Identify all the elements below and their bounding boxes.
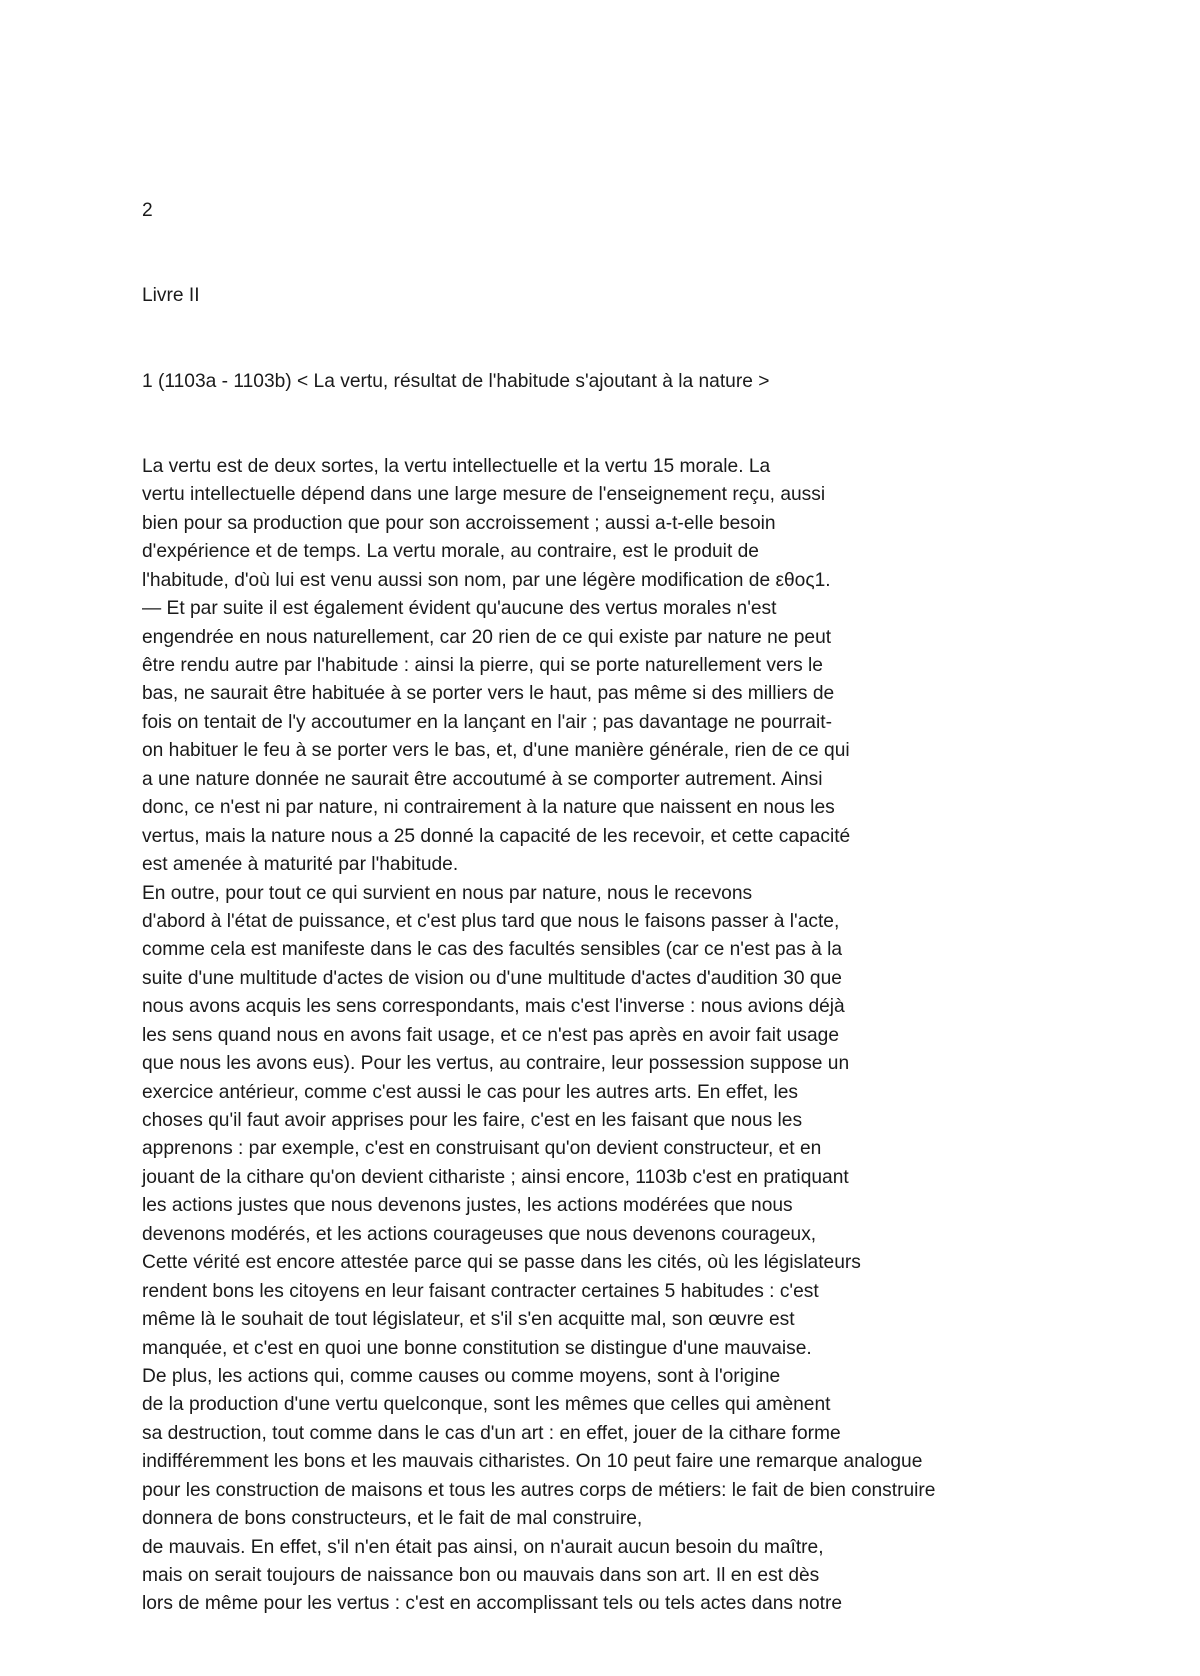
text-line: nous avons acquis les sens correspondants, mais c'est l'inverse : nous avions déjà <box>142 996 845 1018</box>
text-line: d'abord à l'état de puissance, et c'est plus tard que nous le faisons passer à l'acte, <box>142 910 840 932</box>
text-line: lors de même pour les vertus : c'est en accomplissant tels ou tels actes dans notre <box>142 1593 843 1615</box>
text-line: donnera de bons constructeurs, et le fait de mal construire, <box>142 1508 643 1530</box>
text-line: on habituer le feu à se porter vers le bas, et, d'une manière générale, rien de ce qui <box>142 740 850 762</box>
body-text <box>142 453 1142 1619</box>
section-heading: 1 (1103a - 1103b) < La vertu, résultat de l'habitude s'ajoutant à la nature > <box>142 370 770 392</box>
text-line: mais on serait toujours de naissance bon ou mauvais dans son art. Il en est dès <box>142 1565 820 1586</box>
text-line: manquée, et c'est en quoi une bonne constitution se distingue d'une mauvaise. <box>142 1337 812 1359</box>
document-text <box>142 140 1142 1676</box>
text-line: devenons modérés, et les actions courageuses que nous devenons courageux, <box>142 1223 817 1245</box>
text-line: engendrée en nous naturellement, car 20 rien de ce qui existe par nature ne peut <box>142 626 832 648</box>
text-line: La vertu est de deux sortes, la vertu intellectuelle et la vertu 15 morale. La <box>142 455 771 477</box>
text-line: De plus, les actions qui, comme causes ou comme moyens, sont à l'origine <box>142 1365 781 1387</box>
text-line: — Et par suite il est également évident qu'aucune des vertus morales n'est <box>142 598 777 620</box>
text-line: que nous les avons eus). Pour les vertus, au contraire, leur possession suppose un <box>142 1053 850 1075</box>
text-line: indifféremment les bons et les mauvais citharistes. On 10 peut faire une remarque analogue <box>142 1451 923 1473</box>
text-line: les actions justes que nous devenons justes, les actions modérées que nous <box>142 1195 793 1217</box>
text-line: Cette vérité est encore attestée parce qui se passe dans les cités, où les législateurs <box>142 1252 861 1274</box>
text-line: bien pour sa production que pour son accroissement ; aussi a-t-elle besoin <box>142 512 776 534</box>
text-line: être rendu autre par l'habitude : ainsi la pierre, qui se porte naturellement vers le <box>142 655 823 676</box>
text-line: exercice antérieur, comme c'est aussi le cas pour les autres arts. En effet, les <box>142 1081 798 1103</box>
text-line: l'habitude, d'où lui est venu aussi son nom, par une légère modification de εθος1. <box>142 569 831 591</box>
book-heading: Livre II <box>142 285 200 307</box>
text-line: a une nature donnée ne saurait être accoutumé à se comporter autrement. Ainsi <box>142 768 823 790</box>
text-line: vertus, mais la nature nous a 25 donné la capacité de les recevoir, et cette capacité <box>142 825 851 847</box>
text-line: bas, ne saurait être habituée à se porter vers le haut, pas même si des milliers de <box>142 683 835 705</box>
text-line: fois on tentait de l'y accoutumer en la lançant en l'air ; pas davantage ne pourrait- <box>142 711 832 733</box>
text-line: pour les construction de maisons et tous les autres corps de métiers: le fait de bien construire <box>142 1479 936 1501</box>
page-number: 2 <box>142 199 153 221</box>
text-line: sa destruction, tout comme dans le cas d'un art : en effet, jouer de la cithare forme <box>142 1422 841 1444</box>
text-line: de mauvais. En effet, s'il n'en était pas ainsi, on n'aurait aucun besoin du maître, <box>142 1536 824 1558</box>
text-line: apprenons : par exemple, c'est en construisant qu'on devient constructeur, et en <box>142 1138 822 1160</box>
text-line: vertu intellectuelle dépend dans une large mesure de l'enseignement reçu, aussi <box>142 484 826 506</box>
text-line: de la production d'une vertu quelconque, sont les mêmes que celles qui amènent <box>142 1394 831 1416</box>
text-line: jouant de la cithare qu'on devient cithariste ; ainsi encore, 1103b c'est en pratiquant <box>142 1166 849 1188</box>
text-line: choses qu'il faut avoir apprises pour les faire, c'est en les faisant que nous les <box>142 1110 803 1131</box>
text-line: est amenée à maturité par l'habitude. <box>142 854 459 876</box>
text-line: rendent bons les citoyens en leur faisant contracter certaines 5 habitudes : c'est <box>142 1280 819 1302</box>
text-line: donc, ce n'est ni par nature, ni contrairement à la nature que naissent en nous les <box>142 797 835 819</box>
text-line: même là le souhait de tout législateur, et s'il s'en acquitte mal, son œuvre est <box>142 1309 795 1331</box>
text-line: En outre, pour tout ce qui survient en nous par nature, nous le recevons <box>142 882 753 904</box>
text-line: les sens quand nous en avons fait usage, et ce n'est pas après en avoir fait usage <box>142 1024 839 1046</box>
text-line: comme cela est manifeste dans le cas des facultés sensibles (car ce n'est pas à la <box>142 939 843 961</box>
text-line: suite d'une multitude d'actes de vision ou d'une multitude d'actes d'audition 30 que <box>142 967 842 989</box>
text-line: d'expérience et de temps. La vertu morale, au contraire, est le produit de <box>142 541 759 563</box>
